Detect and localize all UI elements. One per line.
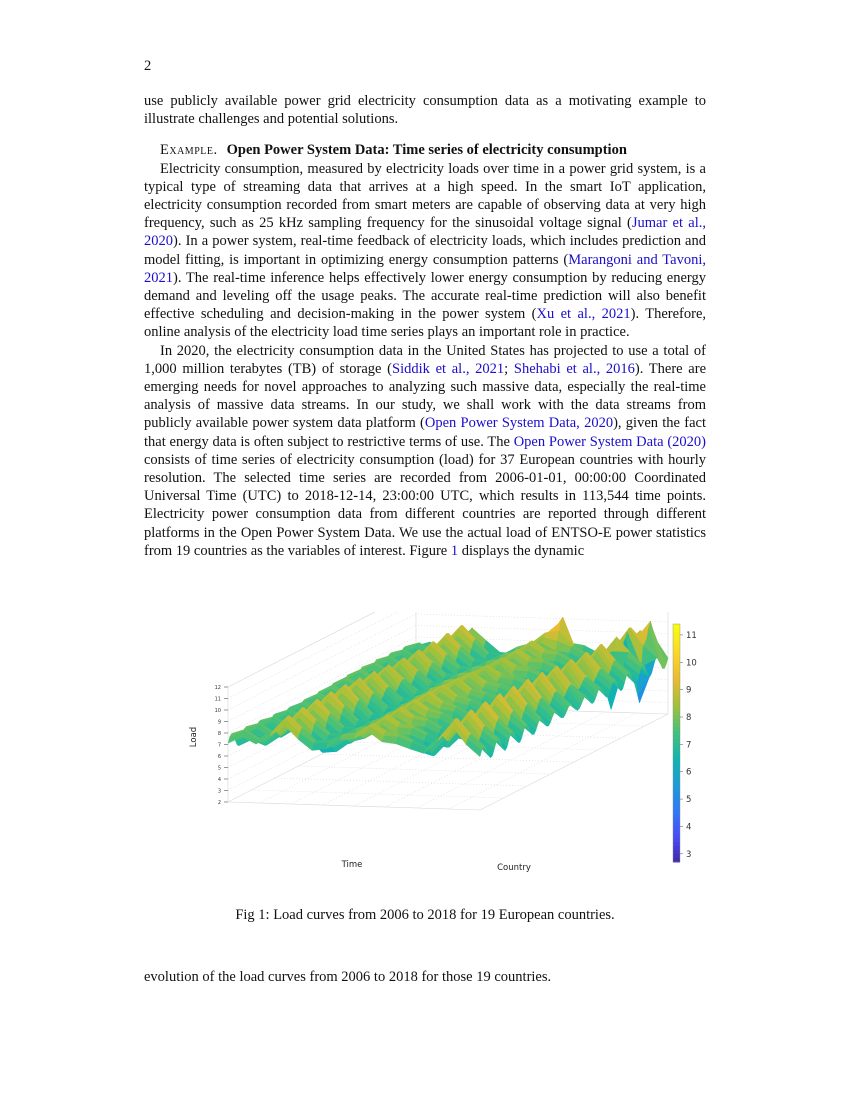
colorbar-segment bbox=[673, 791, 680, 795]
colorbar-segment bbox=[673, 624, 680, 628]
colorbar-segment bbox=[673, 656, 680, 660]
colorbar-tick-label: 11 bbox=[686, 630, 697, 641]
colorbar-tick-label: 8 bbox=[686, 713, 692, 724]
citation-link[interactable]: Open Power System Data, 2020 bbox=[424, 415, 614, 432]
colorbar-segment bbox=[673, 715, 680, 719]
body-text-bottom bbox=[144, 968, 706, 986]
colorbar-segment bbox=[673, 779, 680, 783]
colorbar-segment bbox=[673, 652, 680, 656]
colorbar-segment bbox=[673, 676, 680, 680]
colorbar-segment bbox=[673, 850, 680, 854]
colorbar-segment bbox=[673, 743, 680, 747]
surface-patch bbox=[382, 736, 398, 744]
colorbar-segment bbox=[673, 707, 680, 711]
colorbar-segment bbox=[673, 640, 680, 644]
text-run: ). In a power system, real-time feedback of electricity loads, which includes prediction and model fitting, is important in optimizing energy consumption patterns ( bbox=[144, 233, 706, 268]
figure-reference-link[interactable]: 1 bbox=[450, 542, 459, 559]
colorbar-segment bbox=[673, 803, 680, 807]
colorbar-segment bbox=[673, 795, 680, 799]
colorbar-segment bbox=[673, 703, 680, 707]
colorbar-segment bbox=[673, 783, 680, 787]
colorbar-segment bbox=[673, 846, 680, 850]
example-label: Example. bbox=[160, 142, 218, 159]
z-tick-label: 6 bbox=[217, 754, 221, 760]
colorbar-segment bbox=[673, 699, 680, 703]
colorbar-segment bbox=[673, 842, 680, 846]
colorbar-segment bbox=[673, 767, 680, 771]
colorbar-segment bbox=[673, 775, 680, 779]
colorbar-segment bbox=[673, 814, 680, 818]
z-axis-label: Load bbox=[189, 726, 199, 748]
z-tick-label: 3 bbox=[217, 788, 221, 795]
colorbar-segment bbox=[673, 687, 680, 691]
surface-chart bbox=[180, 612, 700, 904]
colorbar-tick-label: 5 bbox=[686, 795, 692, 806]
colorbar-segment bbox=[673, 695, 680, 699]
colorbar-tick-label: 4 bbox=[686, 822, 692, 833]
z-tick-label: 8 bbox=[217, 731, 221, 737]
text-run: consists of time series of electricity consumption (load) for 37 European countries with hourly resolution. The selected time series are recorded from 2006-01-01, 00:00:00 Coordinated Universal Time (UTC) to 2018-12-14, 23:00:00 UTC, which results in 113,544 time points. Electricity power consumption data from different countries are reported through different platforms in the Open Power System Data. We use the actual load of ENTSO-E power statistics from 19 countries as the variables of interest. Figure bbox=[144, 451, 706, 559]
page-number: 2 bbox=[144, 58, 152, 74]
colorbar-segment bbox=[673, 755, 680, 759]
colorbar-segment bbox=[673, 691, 680, 695]
colorbar-segment bbox=[673, 727, 680, 731]
z-tick-label: 12 bbox=[214, 685, 221, 691]
colorbar-segment bbox=[673, 711, 680, 715]
citation-link[interactable]: Open Power System Data (2020) bbox=[513, 433, 706, 450]
figure-load-surface bbox=[180, 612, 700, 904]
text-run: displays the dynamic bbox=[458, 542, 585, 559]
z-tick-label: 11 bbox=[214, 696, 221, 703]
colorbar-tick-label: 3 bbox=[686, 849, 692, 860]
example-title: Open Power System Data: Time series of electricity consumption bbox=[226, 142, 627, 159]
colorbar-segment bbox=[673, 723, 680, 727]
x-axis-label: Time bbox=[341, 860, 363, 870]
citation-link[interactable]: Xu et al., 2021 bbox=[536, 306, 631, 323]
colorbar-tick-label: 10 bbox=[686, 658, 697, 669]
colorbar-segment bbox=[673, 684, 680, 688]
text-run: ). Therefore, online analysis of the electricity load time series plays an important role in practice. bbox=[144, 306, 707, 341]
floor-gridline bbox=[252, 790, 504, 798]
intro-paragraph: use publicly available power grid electricity consumption data as a motivating example to illustrate challenges and potential solutions. bbox=[144, 93, 706, 128]
colorbar-segment bbox=[673, 838, 680, 842]
colorbar-segment bbox=[673, 636, 680, 640]
colorbar-segment bbox=[673, 806, 680, 810]
colorbar-tick-label: 7 bbox=[686, 740, 692, 751]
colorbar-segment bbox=[673, 719, 680, 723]
paragraph-2020-consumption bbox=[144, 342, 706, 560]
citation-link[interactable]: Marangoni and Tavoni, 2021 bbox=[144, 251, 706, 286]
colorbar-segment bbox=[673, 854, 680, 858]
colorbar-segment bbox=[673, 648, 680, 652]
colorbar-segment bbox=[673, 799, 680, 803]
colorbar-segment bbox=[673, 830, 680, 834]
colorbar-segment bbox=[673, 787, 680, 791]
colorbar-segment bbox=[673, 810, 680, 814]
text-run: ). The real-time inference helps effectively lower energy consumption by reducing energy demand and leveling off the usage peaks. The accurate real-time prediction will also benefit effective scheduling and decision-making in the power system ( bbox=[144, 269, 706, 323]
example-heading bbox=[144, 141, 706, 159]
z-tick-label: 9 bbox=[217, 719, 221, 726]
colorbar-segment bbox=[673, 632, 680, 636]
paragraph-electricity-consumption bbox=[144, 160, 706, 342]
text-run: Electricity consumption, measured by electricity loads over time in a power grid system, is a typical type of streaming data that arrives at a high speed. In the smart IoT application, electricity consumption recorded from smart meters are capable of observing data at very high frequency, such as 25 kHz sampling frequency for the sinusoidal voltage signal ( bbox=[144, 160, 706, 232]
colorbar-segment bbox=[673, 771, 680, 775]
colorbar-segment bbox=[673, 834, 680, 838]
colorbar-segment bbox=[673, 818, 680, 822]
body-text-top bbox=[144, 92, 706, 560]
colorbar-segment bbox=[673, 763, 680, 767]
floor-gridline bbox=[299, 766, 551, 774]
colorbar-segment bbox=[673, 628, 680, 632]
colorbar-segment bbox=[673, 822, 680, 826]
citation-link[interactable]: Siddik et al., 2021 bbox=[392, 360, 505, 377]
colorbar-segment bbox=[673, 731, 680, 735]
floor-gridline bbox=[275, 778, 527, 786]
z-tick-label: 2 bbox=[217, 800, 221, 806]
z-tick-label: 4 bbox=[217, 777, 221, 783]
citation-link[interactable]: Jumar et al., 2020 bbox=[144, 215, 706, 250]
colorbar-segment bbox=[673, 668, 680, 672]
colorbar-segment bbox=[673, 664, 680, 668]
colorbar-segment bbox=[673, 735, 680, 739]
colorbar-segment bbox=[673, 644, 680, 648]
figure-caption: Fig 1: Load curves from 2006 to 2018 for 19 European countries. bbox=[235, 907, 615, 923]
colorbar-segment bbox=[673, 751, 680, 755]
z-tick-label: 10 bbox=[214, 708, 221, 714]
colorbar-segment bbox=[673, 759, 680, 763]
text-run: ; bbox=[504, 360, 514, 377]
colorbar-segment bbox=[673, 747, 680, 751]
colorbar-segment bbox=[673, 680, 680, 684]
colorbar-tick-label: 9 bbox=[686, 685, 692, 696]
colorbar-segment bbox=[673, 660, 680, 664]
colorbar-segment bbox=[673, 826, 680, 830]
y-axis-label: Country bbox=[497, 863, 531, 873]
z-tick-label: 5 bbox=[217, 765, 221, 772]
text-run: In 2020, the electricity consumption data in the United States has projected to use a total of 1,000 million terabytes (TB) of storage ( bbox=[144, 342, 706, 377]
closing-paragraph: evolution of the load curves from 2006 to 2018 for those 19 countries. bbox=[144, 969, 552, 985]
text-run: ), given the fact that energy data is often subject to restrictive terms of use. The bbox=[144, 415, 706, 450]
text-run: ). There are emerging needs for novel approaches to analyzing such massive data, especially the real-time analysis of massive data streams. In our study, we shall work with the data streams from publicly available power system data platform ( bbox=[144, 360, 707, 432]
citation-link[interactable]: Shehabi et al., 2016 bbox=[513, 360, 635, 377]
colorbar-segment bbox=[673, 739, 680, 743]
colorbar-segment bbox=[673, 672, 680, 676]
colorbar-tick-label: 6 bbox=[686, 767, 692, 778]
z-tick-label: 7 bbox=[217, 742, 221, 749]
